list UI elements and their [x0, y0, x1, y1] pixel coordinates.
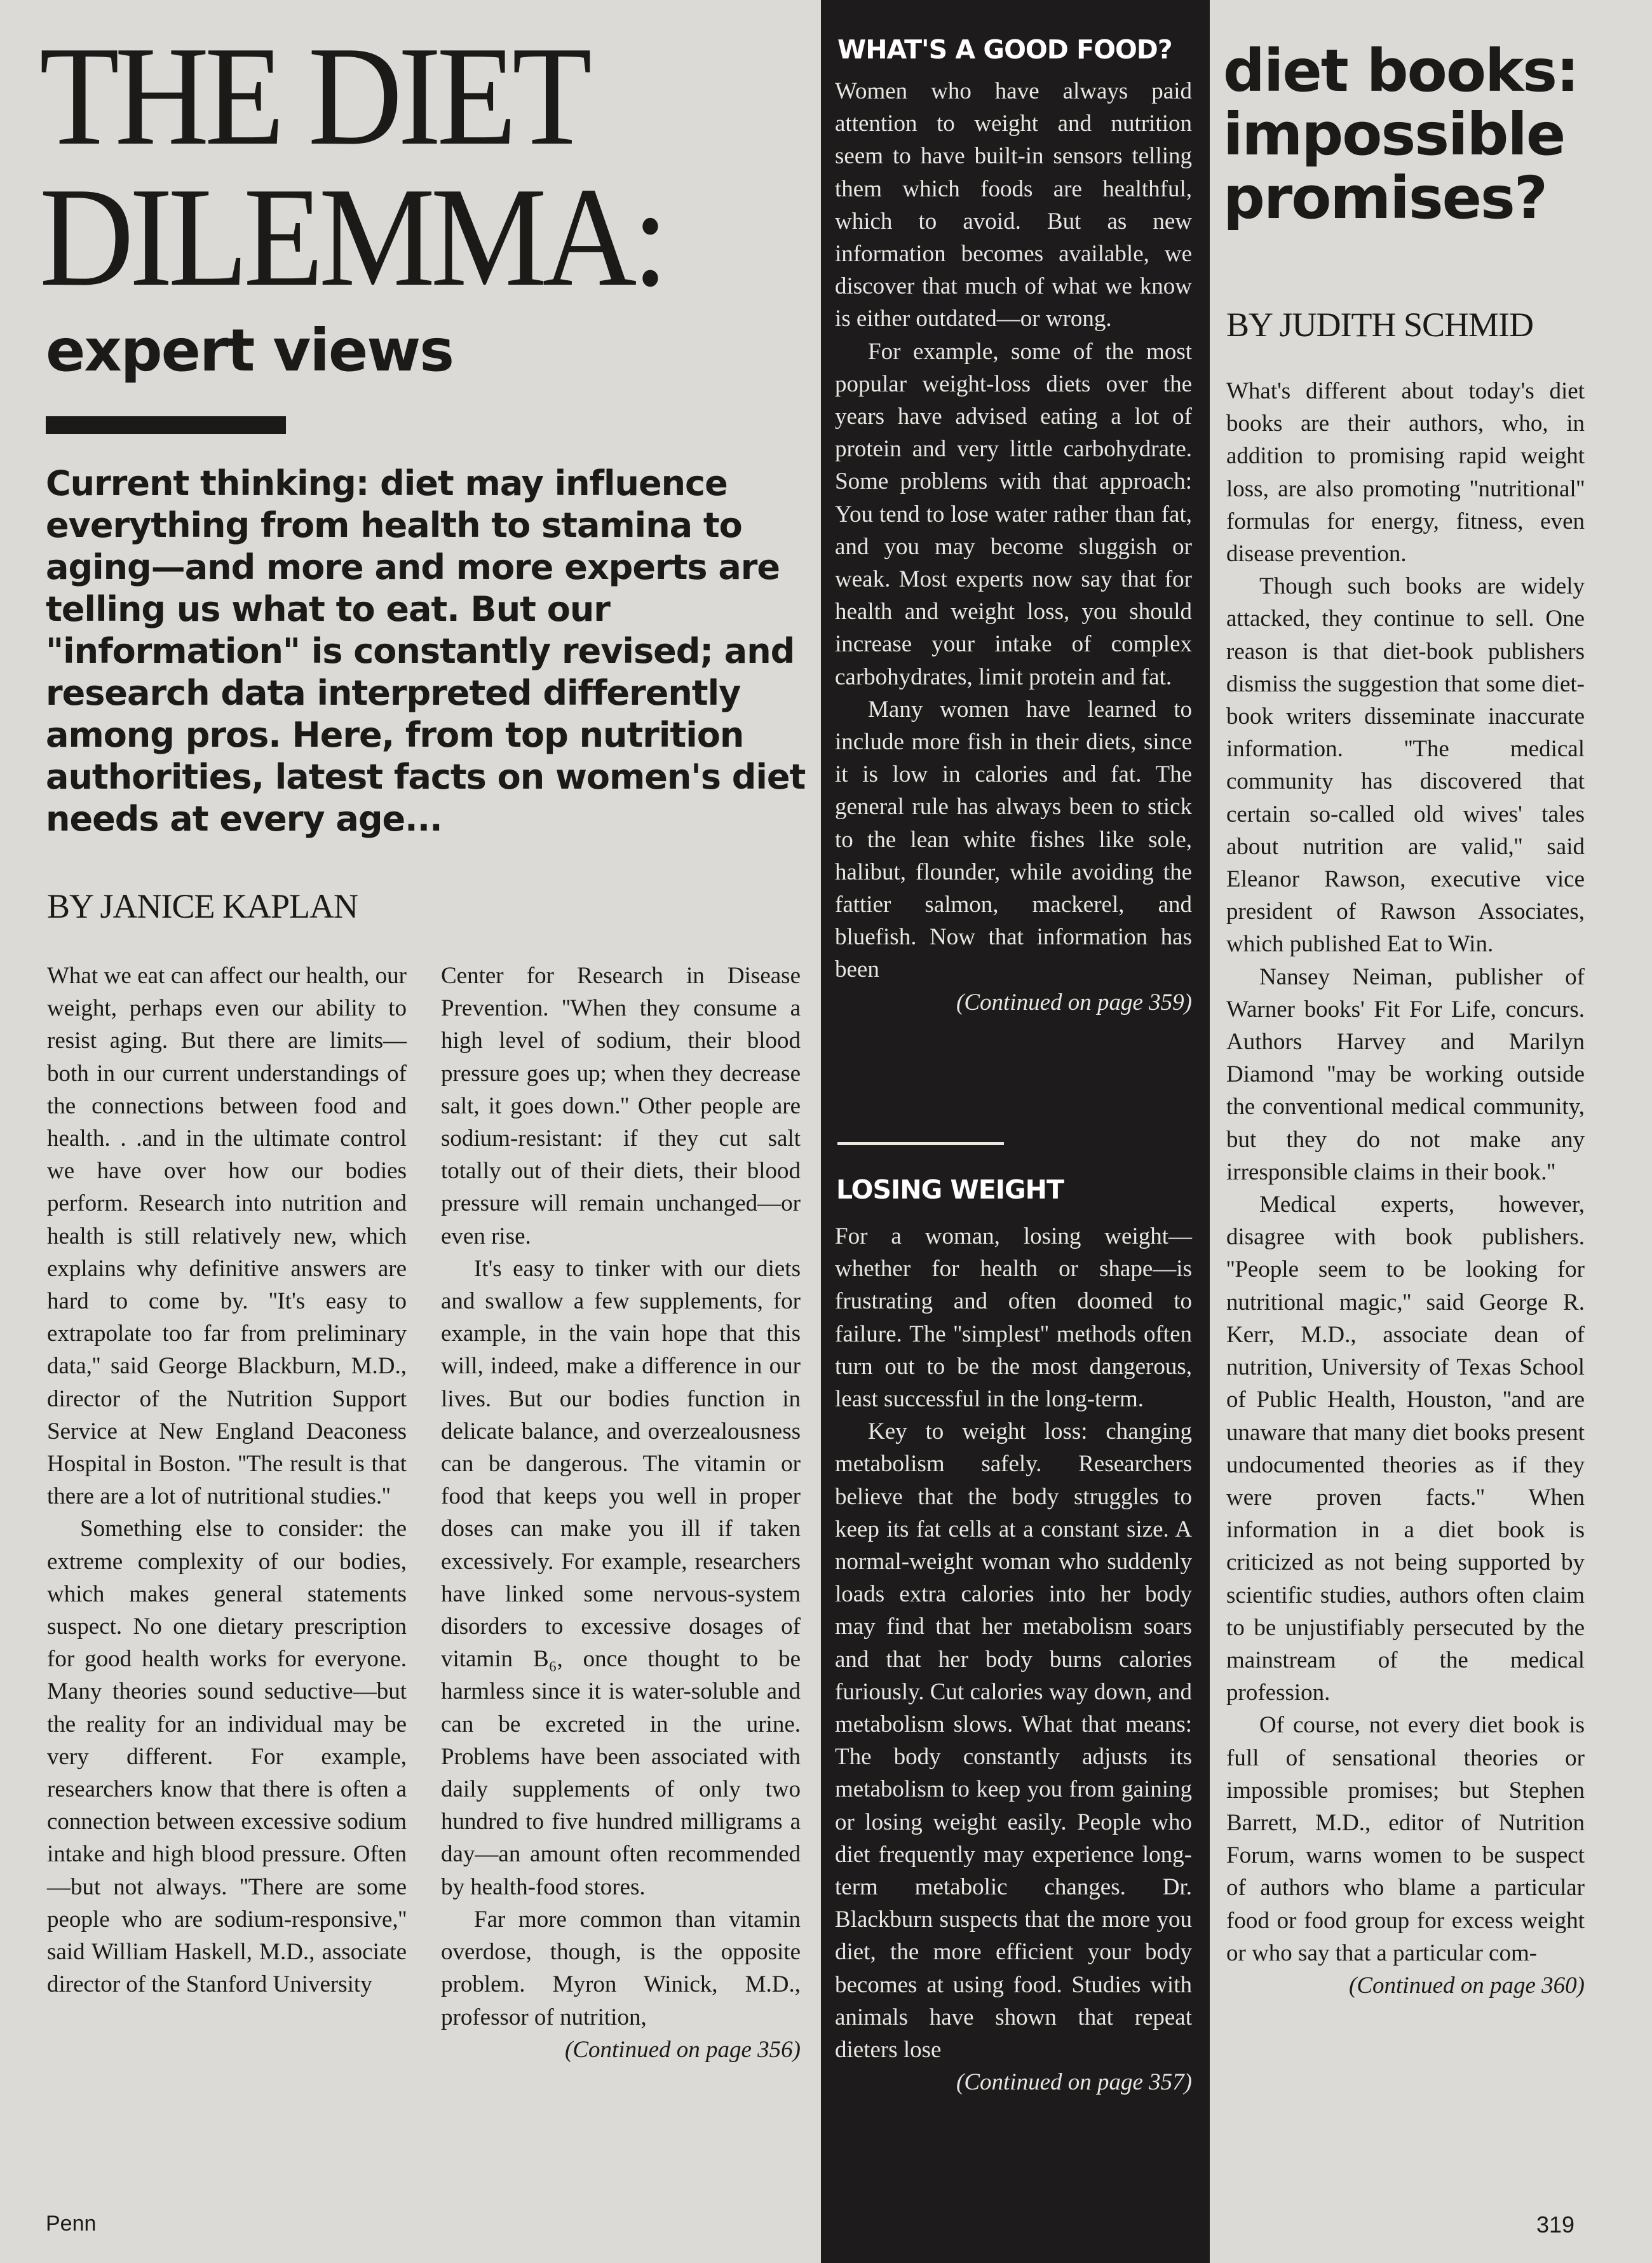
body-column-2: [441, 960, 801, 2066]
paragraph: Key to weight loss: changing metabolism safely. Researchers believe that the body struggles to keep its fat cells at a constant size. A normal-weight woman who suddenly loads extra calories into her body may find that her metabolism soars and that her body burns calories furiously. Cut calories way down, and metabolism slows. What that means: The body constantly adjusts its metabolism to keep you from gaining or losing weight easily. People who diet frequently may experience long-term metabolic changes. Dr. Blackburn suspects that the more you diet, the more efficient your body becomes at using food. Studies with animals have shown that repeat dieters lose: [835, 1418, 1192, 2063]
body-column-1: [47, 960, 407, 2001]
paragraph: Nansey Neiman, publisher of Warner books' Fit For Life, concurs. Authors Harvey and Marilyn Diamond ''may be working outside the conventional medical community, but they do not make any irresponsible claims in their book.'': [1226, 963, 1585, 1185]
sidebar-heading-good-food: WHAT'S A GOOD FOOD?: [837, 34, 1172, 65]
paragraph: Medical experts, however, disagree with book publishers. ''People seem to be looking for nutritional magic,'' said George R. Kerr, M.D., associate dean of nutrition, University of Texas School of Public Health, Houston, ''and are unaware that many diet books present undocumented theories as if they were proven facts.'' When information in a diet book is criticized as not being supported by scientific studies, authors often claim to be unjustifiably persecuted by the mainstream of the medical profession.: [1226, 1192, 1585, 1706]
article-title: [39, 17, 741, 316]
article-subtitle: expert views: [46, 316, 454, 384]
paragraph: Many women have learned to include more fish in their diets, since it is low in calories and fat. The general rule has always been to stick to the lean white fishes like sole, halibut, flounder, while avoiding the fattier salmon, mackerel, and bluefish. Now that information has been: [835, 696, 1192, 983]
paragraph: Women who have always paid attention to weight and nutrition seem to have built-in sensors telling them which foods are healthful, which to avoid. But as new information becomes available, we discover that much of what we know is either outdated—or wrong.: [835, 78, 1192, 332]
right-article-title: diet books: impossible promises?: [1223, 37, 1578, 232]
page-number: 319: [1536, 2212, 1575, 2238]
footer-magazine-name: Penn: [46, 2212, 97, 2236]
sidebar-divider: [837, 1142, 1004, 1145]
paragraph: For a woman, losing weight—whether for health or shape—is frustrating and often doomed to failure. The ''simplest'' methods often turn out to be the most dangerous, least successful in the long-term.: [835, 1223, 1192, 1413]
right-article-byline: BY JUDITH SCHMID: [1226, 306, 1534, 344]
paragraph: Center for Research in Disease Prevention. ''When they consume a high level of sodium, their blood pressure goes up; when they decrease salt, it goes down.'' Other people are sodium-resistant: if they cut salt totally out of their diets, their blood pressure will remain unchanged—or even rise.: [441, 963, 801, 1249]
paragraph: It's easy to tinker with our diets and swallow a few supplements, for example, in the vain hope that this will, indeed, make a difference in our lives. But our bodies function in delicate balance, and overzealousness can be dangerous. The vitamin or food that keeps you well in proper doses can make you ill if taken excessively. For example, researchers have linked some nervous-system disorders to excessive dosages of vitamin B₆, once thought to be harmless since it is water-soluble and can be excreted in the urine. Problems have been associated with daily supplements of only two hundred to five hundred milligrams a day—an amount often recommended by health-food stores.: [441, 1255, 801, 1900]
decorative-rule: [46, 416, 286, 434]
continued-note: (Continued on page 360): [1349, 1972, 1585, 1999]
title-line-1: THE DIET: [39, 17, 588, 175]
sidebar-section-good-food: [835, 75, 1192, 1019]
continued-note: (Continued on page 356): [565, 2036, 801, 2063]
sidebar-section-losing-weight: [835, 1220, 1192, 2098]
article-deck: Current thinking: diet may influence everything from health to stamina to aging—and more and more experts are telling us what to eat. But our "information" is constantly revised; and research data interpreted differently among pros. Here, from top nutrition authorities, latest facts on women's diet needs at every age...: [46, 463, 806, 839]
paragraph: Of course, not every diet book is full of sensational theories or impossible promises; but Stephen Barrett, M.D., editor of Nutrition Forum, warns women to be suspect of authors who blame a particular food or food group for excess weight or who say that a particular com-: [1226, 1712, 1585, 1966]
continued-note: (Continued on page 359): [956, 989, 1192, 1016]
sidebar-heading-losing-weight: LOSING WEIGHT: [836, 1174, 1064, 1205]
continued-note: (Continued on page 357): [956, 2069, 1192, 2096]
paragraph: Something else to consider: the extreme complexity of our bodies, which makes general statements suspect. No one dietary prescription for good health works for everyone. Many theories sound seductive—but the reality for an individual may be very different. For example, researchers know that there is often a connection between excessive sodium intake and high blood pressure. Often—but not always. ''There are some people who are sodium-responsive,'' said William Haskell, M.D., associate director of the Stanford University: [47, 1516, 407, 1998]
paragraph: Far more common than vitamin overdose, though, is the opposite problem. Myron Winick, M.D., professor of nutrition,: [441, 1906, 801, 2030]
paragraph: What's different about today's diet books are their authors, who, in addition to promising rapid weight loss, are also promoting ''nutritional'' formulas for energy, fitness, even disease prevention.: [1226, 378, 1585, 567]
right-article-body: [1226, 375, 1585, 2002]
paragraph: What we eat can affect our health, our weight, perhaps even our ability to resist aging. But there are limits—both in our current understandings of the connections between food and health. . .and in the ultimate control we have over how our bodies perform. Research into nutrition and health is still relatively new, which explains why definitive answers are hard to come by. ''It's easy to extrapolate too far from preliminary data,'' said George Blackburn, M.D., director of the Nutrition Support Service at New England Deaconess Hospital in Boston. ''The result is that there are a lot of nutritional studies.'': [47, 963, 407, 1510]
article-byline: BY JANICE KAPLAN: [47, 887, 358, 925]
paragraph: Though such books are widely attacked, they continue to sell. One reason is that diet-book publishers dismiss the suggestion that some diet-book writers disseminate inaccurate information. ''The medical community has discovered that certain so-called old wives' tales about nutrition are valid,'' said Eleanor Rawson, executive vice president of Rawson Associates, which published Eat to Win.: [1226, 573, 1585, 958]
paragraph: For example, some of the most popular weight-loss diets over the years have advised eating a lot of protein and very little carbohydrate. Some problems with that approach: You tend to lose water rather than fat, and you may become sluggish or weak. Most experts now say that for health and weight loss, you should increase your intake of complex carbohydrates, limit protein and fat.: [835, 338, 1192, 690]
sidebar-panel: [821, 0, 1210, 2263]
title-line-2: DILEMMA:: [39, 158, 664, 316]
